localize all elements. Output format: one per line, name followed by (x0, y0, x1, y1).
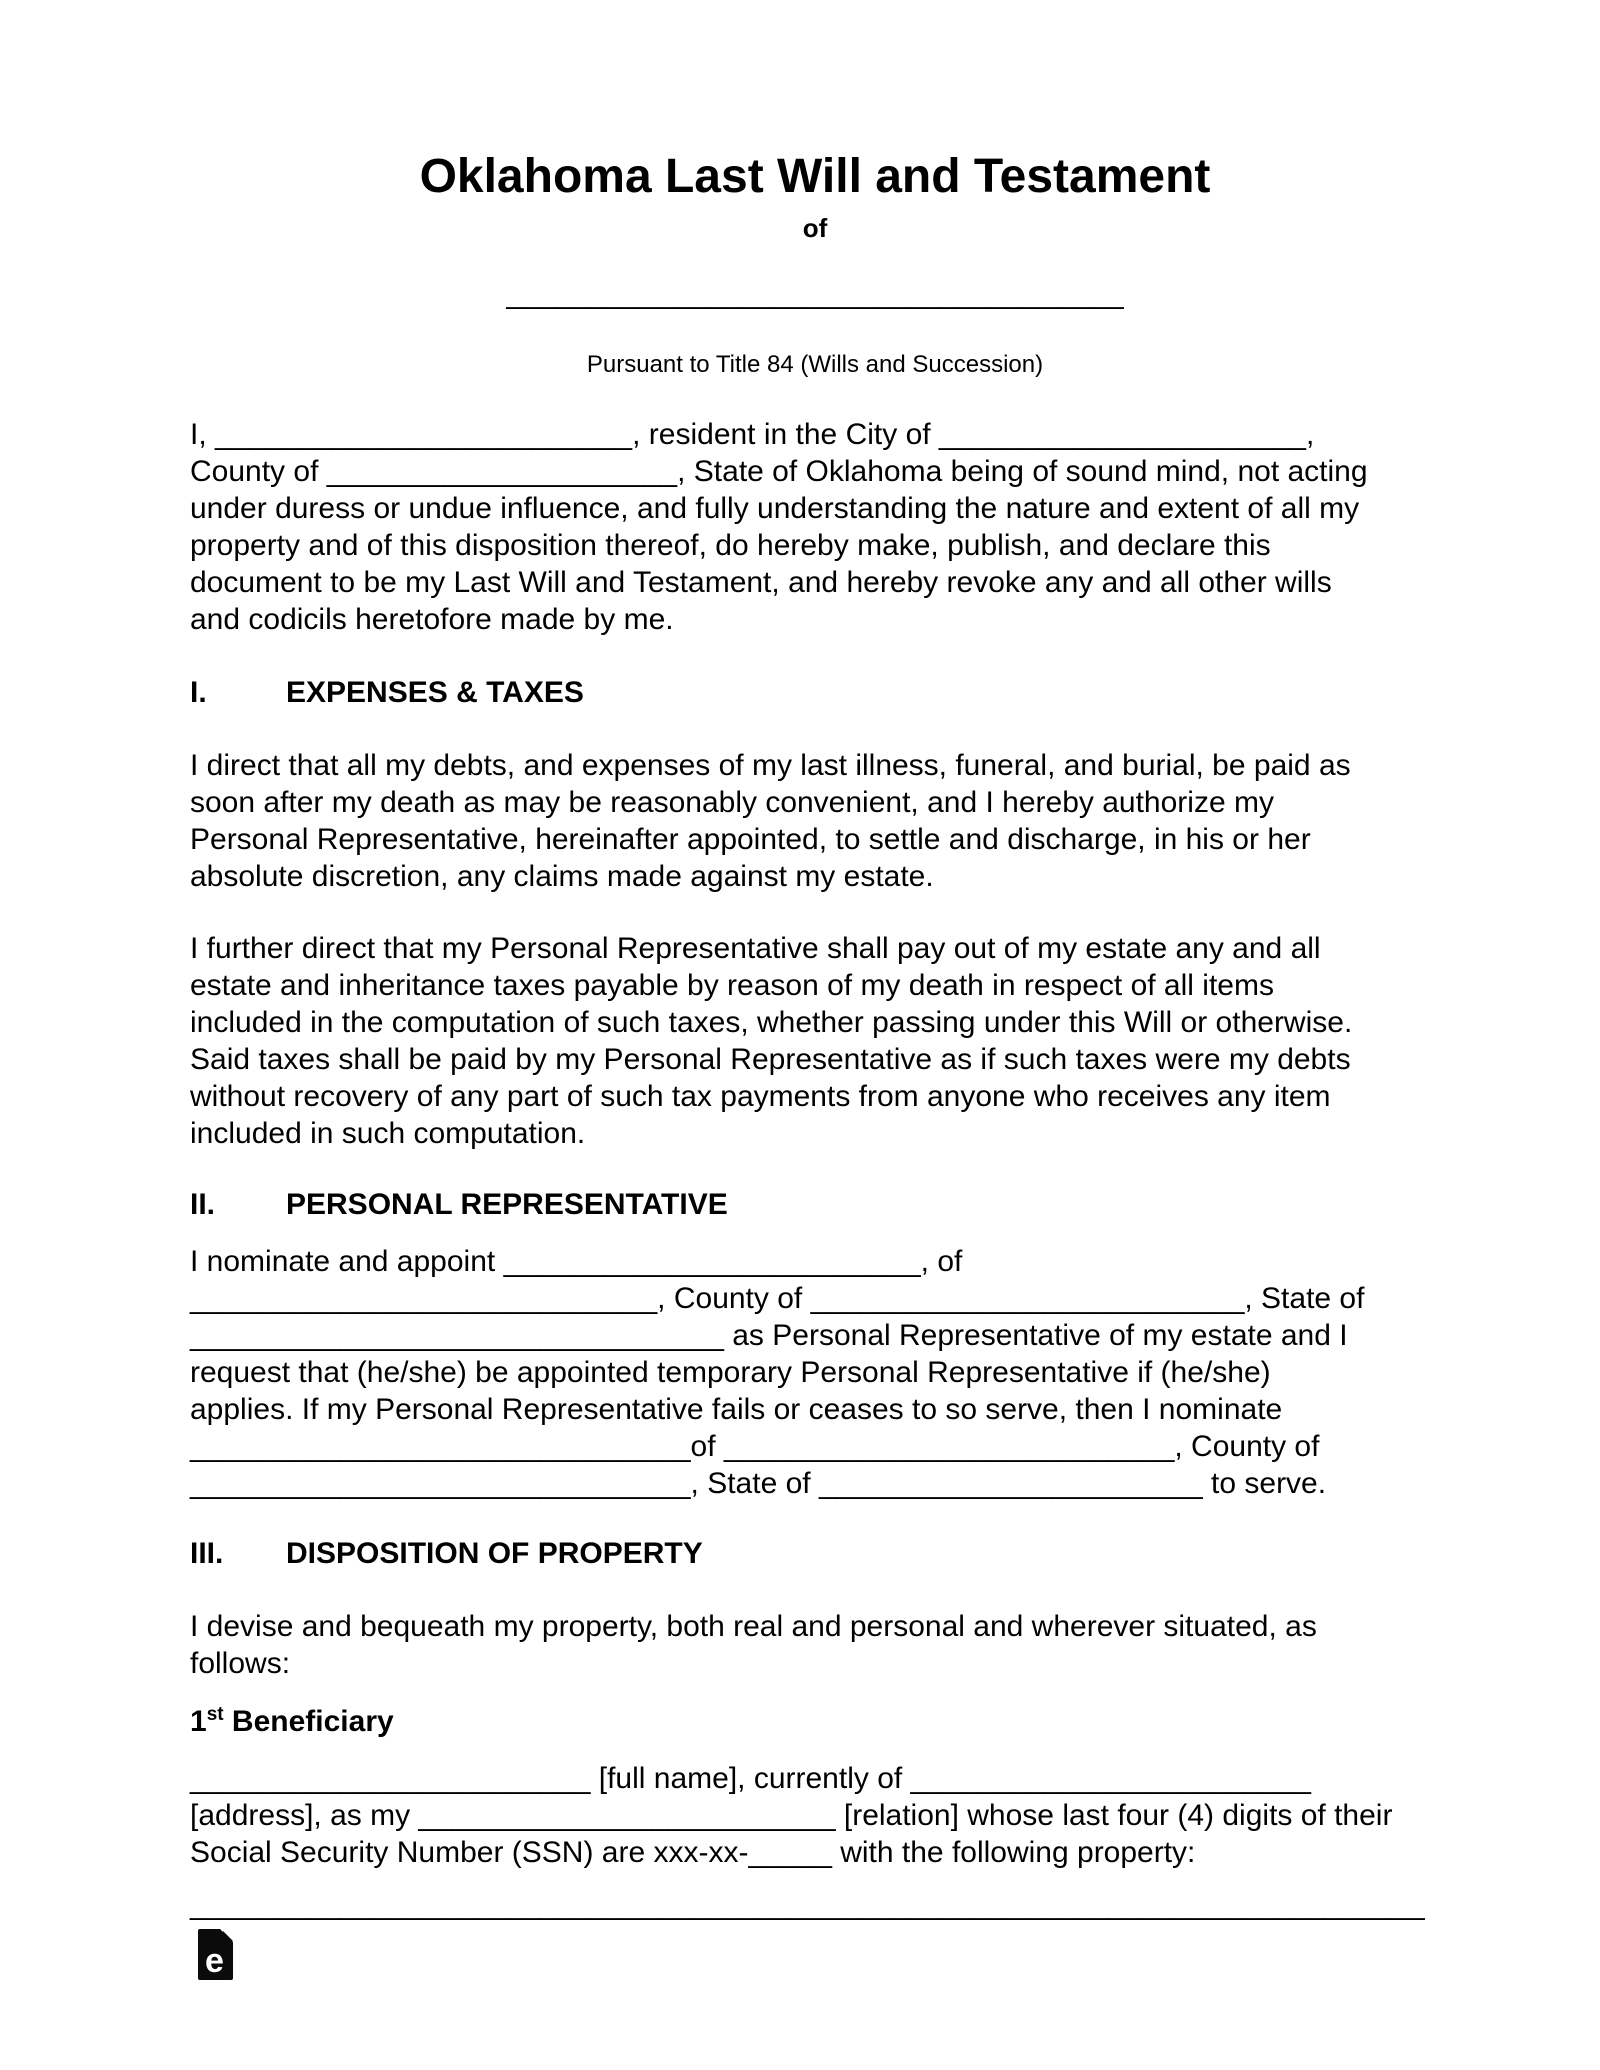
section-heading-label: DISPOSITION OF PROPERTY (286, 1537, 703, 1570)
beneficiary-ordinal: st (206, 1704, 224, 1725)
text-line: applies. If my Personal Representative fails or ceases to so serve, then I nominate (190, 1393, 1283, 1426)
text-line: ______________________________of ___________________________, County of (190, 1430, 1320, 1463)
document-title: Oklahoma Last Will and Testament (419, 150, 1211, 203)
text-line: ________________________ [full name], currently of ________________________ (190, 1762, 1311, 1795)
beneficiary-paragraph (190, 1760, 1440, 1871)
text-line: I devise and bequeath my property, both real and personal and wherever situated, as (190, 1610, 1317, 1643)
section-heading-label: PERSONAL REPRESENTATIVE (286, 1188, 728, 1221)
section-numeral: III. (190, 1537, 224, 1570)
text-line: document to be my Last Will and Testament, and hereby revoke any and all other wills (190, 566, 1332, 599)
text-line: I nominate and appoint _________________________, of (190, 1245, 963, 1278)
text-line: under duress or undue influence, and fully understanding the nature and extent of all my (190, 492, 1360, 525)
expenses-paragraph-1 (190, 747, 1440, 895)
text-line: [address], as my _________________________ [relation] whose last four (4) digits of their (190, 1799, 1393, 1832)
document-subtitle: of (802, 213, 828, 243)
text-line: ________________________________ as Personal Representative of my estate and I (190, 1319, 1348, 1352)
text-line: and codicils heretofore made by me. (190, 603, 674, 636)
text-line: request that (he/she) be appointed temporary Personal Representative if (he/she) (190, 1356, 1271, 1389)
text-line: property and of this disposition thereof, do hereby make, publish, and declare this (190, 529, 1271, 562)
text-line: I further direct that my Personal Representative shall pay out of my estate any and all (190, 932, 1321, 965)
section-numeral: I. (190, 676, 207, 709)
text-line: estate and inheritance taxes payable by reason of my death in respect of all items (190, 969, 1274, 1002)
eforms-logo-letter: e (205, 1942, 224, 1980)
testator-name-blank: _____________________________________ (506, 277, 1124, 310)
text-line: Said taxes shall be paid by my Personal Representative as if such taxes were my debts (190, 1043, 1351, 1076)
text-line: included in such computation. (190, 1117, 586, 1150)
text-line: included in the computation of such taxes, whether passing under this Will or otherwise. (190, 1006, 1353, 1039)
text-line: ______________________________, State of _______________________ to serve. (190, 1467, 1327, 1500)
text-line: Social Security Number (SSN) are xxx-xx-_____ with the following property: (190, 1836, 1196, 1869)
disposition-paragraph (190, 1608, 1440, 1682)
text-line: I, _________________________, resident in the City of ______________________, (190, 418, 1315, 451)
section-heading-personal-representative (190, 1186, 1440, 1223)
statute-reference: Pursuant to Title 84 (Wills and Succession) (586, 351, 1044, 378)
text-line: follows: (190, 1647, 291, 1680)
text-line: absolute discretion, any claims made against my estate. (190, 860, 934, 893)
beneficiary-number: 1 (190, 1705, 207, 1738)
text-line: I direct that all my debts, and expenses of my last illness, funeral, and burial, be paid as (190, 749, 1351, 782)
first-beneficiary-heading (190, 1703, 1440, 1740)
eforms-logo (198, 1929, 233, 1980)
text-line: ____________________________, County of __________________________, State of (190, 1282, 1365, 1315)
expenses-paragraph-2 (190, 930, 1440, 1152)
text-line: without recovery of any part of such tax payments from anyone who receives any item (190, 1080, 1331, 1113)
beneficiary-label: Beneficiary (223, 1705, 394, 1738)
section-heading-disposition (190, 1535, 1440, 1572)
text-line: soon after my death as may be reasonably convenient, and I hereby authorize my (190, 786, 1274, 819)
page-fold-inner (223, 1931, 233, 1941)
section-numeral: II. (190, 1188, 216, 1221)
text-line: Personal Representative, hereinafter appointed, to settle and discharge, in his or her (190, 823, 1311, 856)
section-heading-expenses-taxes (190, 674, 1440, 711)
section-heading-label: EXPENSES & TAXES (286, 676, 584, 709)
personal-representative-paragraph (190, 1243, 1440, 1502)
text-line: County of _____________________, State of Oklahoma being of sound mind, not acting (190, 455, 1368, 488)
opening-paragraph (190, 416, 1440, 638)
property-blank-line: __________________________________________________________________________ (190, 1888, 1425, 1921)
